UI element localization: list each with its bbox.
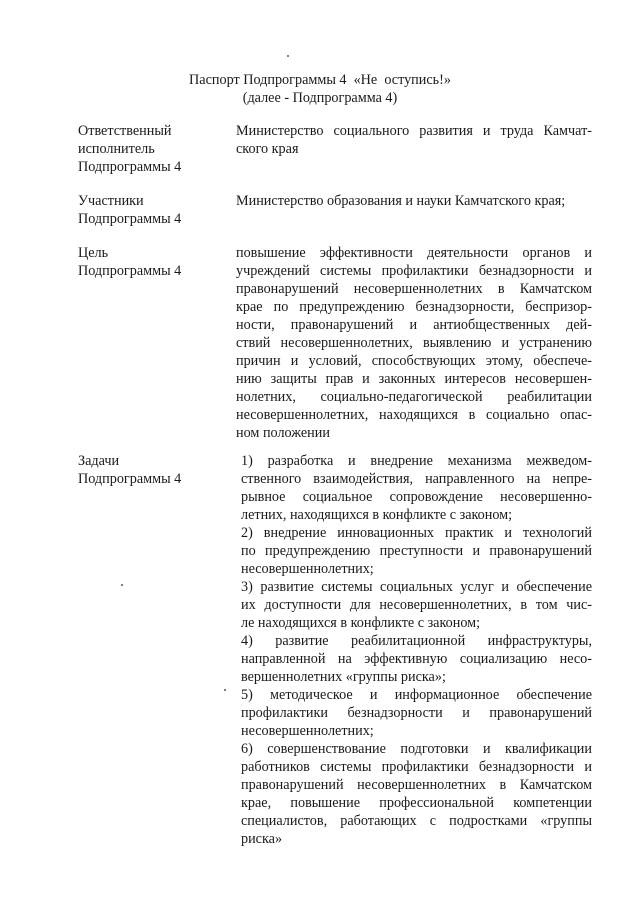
content-line: ном положении xyxy=(236,425,330,441)
row-label xyxy=(78,244,228,280)
content-line: крае, повышение профессиональной компетенции xyxy=(241,795,592,811)
content-line: нию защиты прав и законных интересов несовершен- xyxy=(236,371,592,387)
row-content xyxy=(236,122,592,158)
content-line: летних, находящихся в конфликте с законом; xyxy=(241,507,513,523)
content-line: ственного взаимодействия, направленного на непре- xyxy=(241,471,592,487)
label-line: Цель xyxy=(78,245,109,261)
content-line: профилактики безнадзорности и правонарушений xyxy=(241,705,592,721)
content-line: специалистов, работающих с подростками «группы xyxy=(241,813,592,829)
title-line-1: Паспорт Подпрограммы 4 «Не оступись!» xyxy=(189,72,451,88)
content-line: правонарушений несовершеннолетних в Камчатском xyxy=(241,777,592,793)
content-line: Министерство социального развития и труда Камчат- xyxy=(236,123,592,139)
title-line-2: (далее - Подпрограмма 4) xyxy=(242,90,398,106)
content-line: работников системы профилактики безнадзорности и xyxy=(241,759,592,775)
content-line: нолетних, социально-педагогической реабилитации xyxy=(236,389,592,405)
content-line: 3) развитие системы социальных услуг и обеспечение xyxy=(241,579,592,595)
content-line: Министерство образования и науки Камчатского края; xyxy=(236,193,566,209)
content-line: несовершеннолетних, находящихся в социально опас- xyxy=(236,407,592,423)
label-line: Ответственный xyxy=(78,123,172,139)
row-label xyxy=(78,192,228,228)
content-line: правонарушений несовершеннолетних в Камчатском xyxy=(236,281,592,297)
label-line: Участники xyxy=(78,193,144,209)
content-line: ствий несовершеннолетних, выявлению и устранению xyxy=(236,335,592,351)
content-line: 1) разработка и внедрение механизма межведом- xyxy=(241,453,592,469)
page-title xyxy=(0,71,640,107)
content-line: рывное социальное сопровождение несовершенно- xyxy=(241,489,592,505)
content-line: ности, правонарушений и антиобщественных дей- xyxy=(236,317,592,333)
label-line: Подпрограммы 4 xyxy=(78,263,182,279)
content-line: направленной на эффективную социализацию несо- xyxy=(241,651,592,667)
content-line: 6) совершенствование подготовки и квалификации xyxy=(241,741,592,757)
content-line: 4) развитие реабилитационной инфраструктуры, xyxy=(241,633,592,649)
content-line: их доступности для несовершеннолетних, в том чис- xyxy=(241,597,592,613)
scan-speck xyxy=(224,689,226,691)
content-line: повышение эффективности деятельности органов и xyxy=(236,245,592,261)
content-line: крае по предупреждению безнадзорности, беспризор- xyxy=(236,299,592,315)
content-line: несовершеннолетних; xyxy=(241,723,374,739)
content-line: ского края xyxy=(236,141,299,157)
row-content xyxy=(236,192,592,210)
content-line: вершеннолетних «группы риска»; xyxy=(241,669,446,685)
content-line: несовершеннолетних; xyxy=(241,561,374,577)
row-content xyxy=(241,452,592,848)
label-line: исполнитель xyxy=(78,141,155,157)
content-line: 5) методическое и информационное обеспечение xyxy=(241,687,592,703)
content-line: 2) внедрение инновационных практик и технологий xyxy=(241,525,592,541)
content-line: ле находящихся в конфликте с законом; xyxy=(241,615,481,631)
label-line: Подпрограммы 4 xyxy=(78,159,182,175)
content-line: учреждений системы профилактики безнадзорности и xyxy=(236,263,592,279)
content-line: причин и условий, способствующих этому, обеспече- xyxy=(236,353,592,369)
content-line: по предупреждению преступности и правонарушений xyxy=(241,543,592,559)
row-label xyxy=(78,122,228,176)
label-line: Подпрограммы 4 xyxy=(78,211,182,227)
label-line: Подпрограммы 4 xyxy=(78,471,182,487)
label-line: Задачи xyxy=(78,453,120,469)
scan-speck xyxy=(121,584,123,586)
row-label xyxy=(78,452,228,488)
row-content xyxy=(236,244,592,442)
scan-speck xyxy=(287,55,289,57)
content-line: риска» xyxy=(241,831,283,847)
